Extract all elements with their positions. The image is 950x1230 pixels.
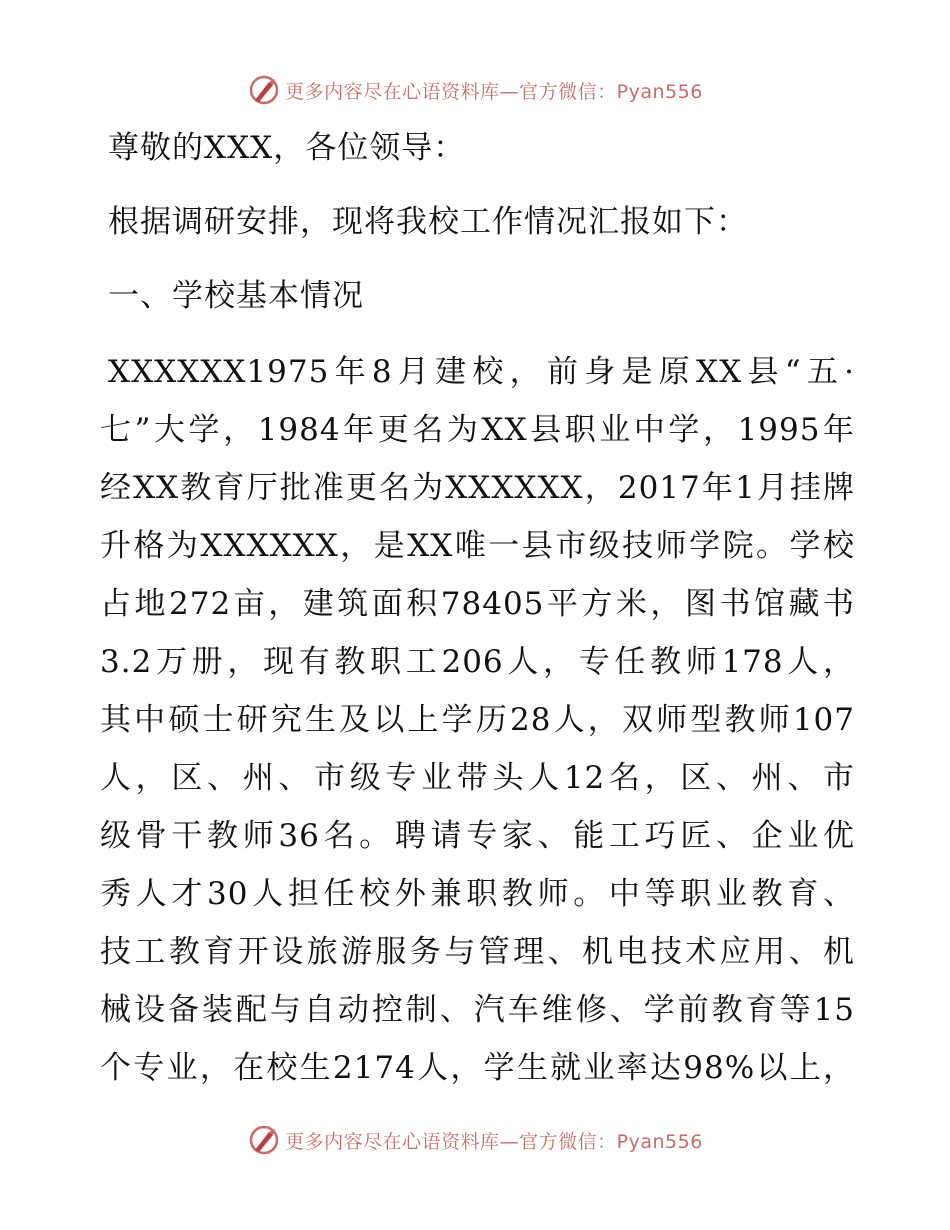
pen-nib-circle-icon: [247, 1123, 281, 1157]
body-line: 人，区、州、市级专业带头人12名，区、州、市: [100, 760, 855, 796]
body-line: 3.2万册，现有教职工206人，专任教师178人，: [100, 644, 855, 680]
salutation: 尊敬的XXX，各位领导：: [108, 130, 466, 166]
watermark-text-top: 更多内容尽在心语资料库—官方微信：Pyan556: [285, 80, 703, 103]
body-line: 秀人才30人担任校外兼职教师。中等职业教育、: [100, 876, 855, 912]
body-line: 其中硕士研究生及以上学历28人，双师型教师107: [100, 702, 855, 738]
body-line: 级骨干教师36名。聘请专家、能工巧匠、企业优: [100, 818, 855, 854]
body-line: 占地272亩，建筑面积78405平方米，图书馆藏书: [100, 586, 855, 622]
watermark-banner-top: [0, 70, 950, 110]
section-heading: 一、学校基本情况: [108, 278, 364, 314]
body-line: 技工教育开设旅游服务与管理、机电技术应用、机: [100, 934, 855, 970]
body-line: 七”大学，1984年更名为XX县职业中学，1995年: [100, 412, 855, 448]
body-line: XXXXXX1975年8月建校，前身是原XX县“五·: [108, 354, 855, 390]
intro-paragraph: 根据调研安排，现将我校工作情况汇报如下：: [108, 204, 748, 240]
watermark-banner-bottom: [0, 1120, 950, 1160]
body-line: 升格为XXXXXX，是XX唯一县市级技师学院。学校: [100, 528, 855, 564]
pen-nib-circle-icon: [247, 73, 281, 107]
body-line: 械设备装配与自动控制、汽车维修、学前教育等15: [100, 992, 855, 1028]
body-line: 经XX教育厅批准更名为XXXXXX，2017年1月挂牌: [100, 470, 855, 506]
watermark-text-bottom: 更多内容尽在心语资料库—官方微信：Pyan556: [285, 1130, 703, 1153]
body-line: 个专业，在校生2174人，学生就业率达98%以上，: [100, 1050, 855, 1086]
